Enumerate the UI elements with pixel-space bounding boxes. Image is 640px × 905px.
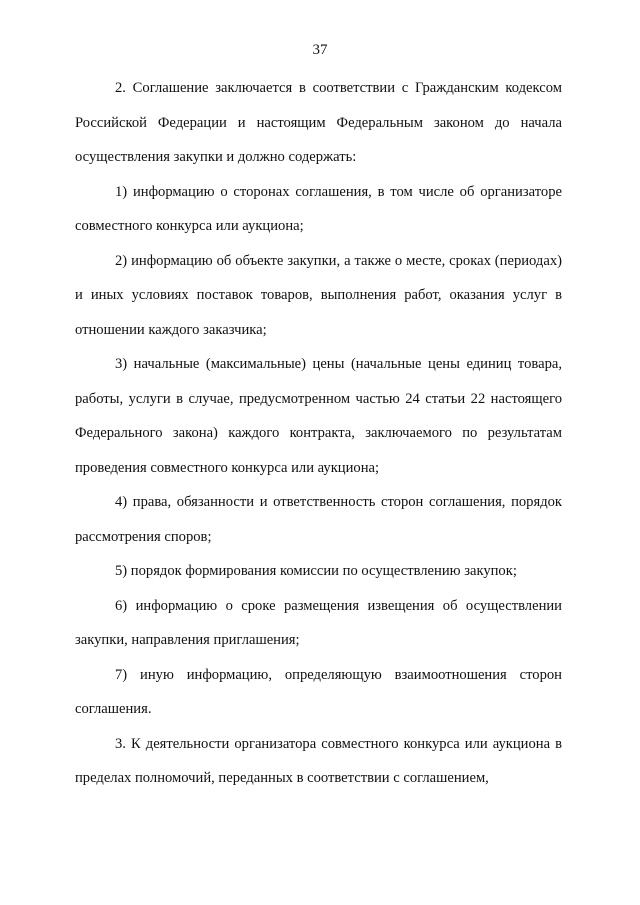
paragraph-clause-3: 3. К деятельности организатора совместного конкурса или аукциона в пределах полномочий, переданных в соответствии с соглашением, — [75, 735, 562, 786]
paragraph-item-6: 6) информацию о сроке размещения извещения об осуществлении закупки, направления приглашения; — [75, 597, 562, 648]
page-number: 37 — [312, 42, 328, 58]
paragraph-item-3: 3) начальные (максимальные) цены (начальные цены единиц товара, работы, услуги в случае, предусмотренном частью 24 статьи 22 настоящего Федерального закона) каждого контракта, заключаемого по результатам проведения совместного конкурса или аукциона; — [75, 356, 562, 476]
paragraph-item-4: 4) права, обязанности и ответственность сторон соглашения, порядок рассмотрения споров; — [75, 494, 562, 545]
paragraph-clause-2: 2. Соглашение заключается в соответствии с Гражданским кодексом Российской Федерации и настоящим Федеральным законом до начала осуществления закупки и должно содержать: — [75, 80, 562, 165]
paragraph-item-2: 2) информацию об объекте закупки, а также о месте, сроках (периодах) и иных условиях поставок товаров, выполнения работ, оказания услуг в отношении каждого заказчика; — [75, 252, 562, 338]
paragraph-item-7: 7) иную информацию, определяющую взаимоотношения сторон соглашения. — [75, 666, 562, 717]
paragraph-item-1: 1) информацию о сторонах соглашения, в том числе об организаторе совместного конкурса или аукциона; — [75, 183, 562, 234]
paragraph-item-5: 5) порядок формирования комиссии по осуществлению закупок; — [115, 563, 517, 579]
document-body — [75, 71, 562, 796]
